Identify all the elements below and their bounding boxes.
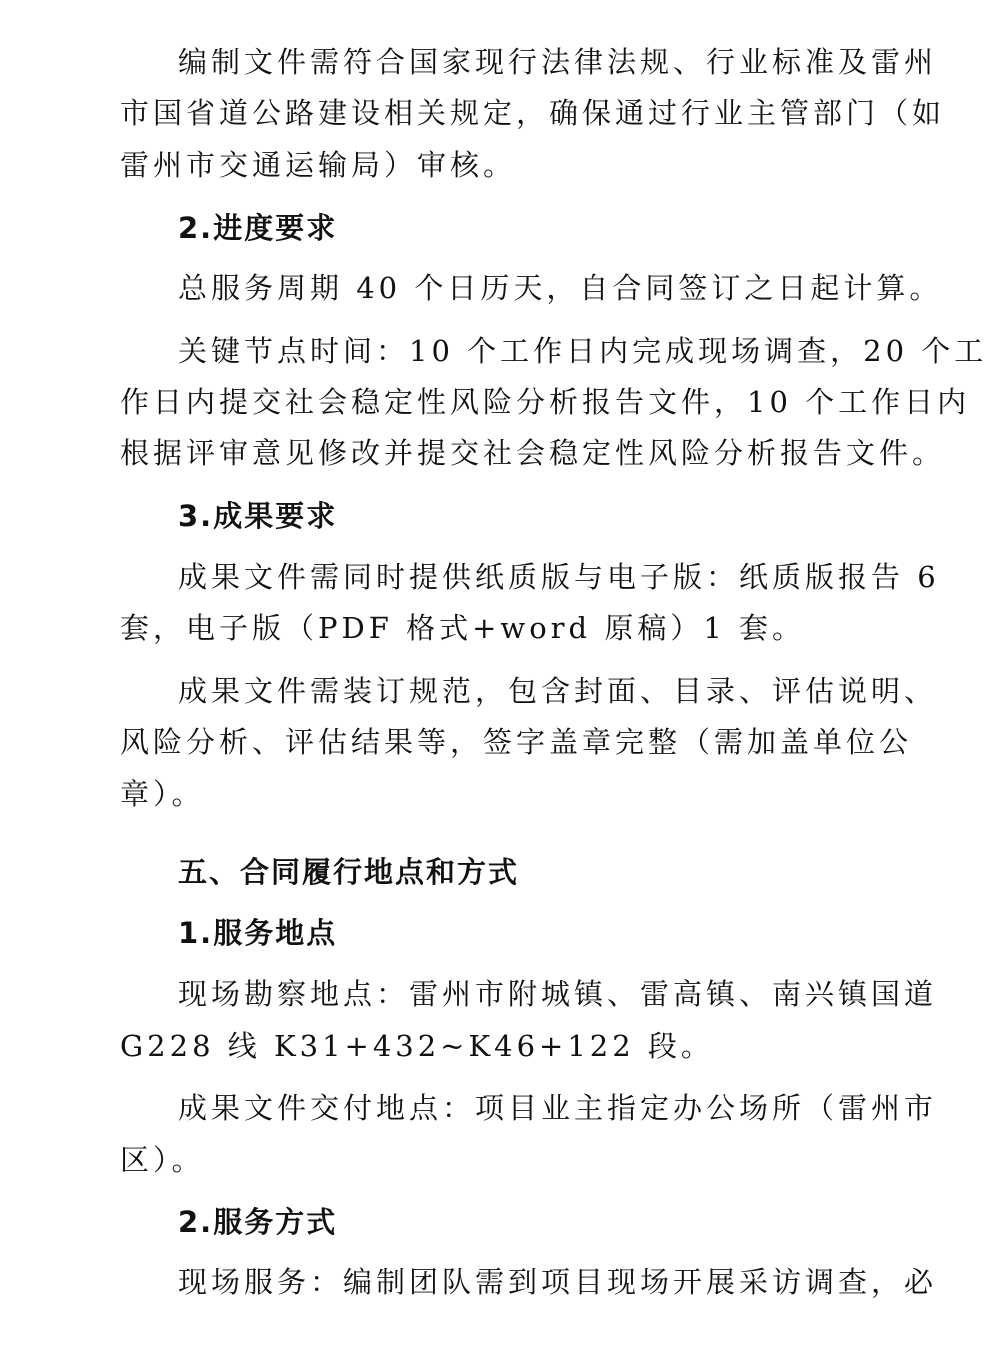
paragraph-milestones-line-1: 关键节点时间：10 个工作日内完成现场调查，20 个工 — [178, 334, 988, 368]
paragraph-binding-line-3: 章）。 — [120, 777, 205, 811]
paragraph-onsite-service: 现场服务：编制团队需到项目现场开展采访调查，必 — [178, 1265, 938, 1299]
paragraph-delivery-location-line-2: 区）。 — [120, 1143, 205, 1177]
paragraph-compliance-line-1: 编制文件需符合国家现行法律法规、行业标准及雷州 — [178, 45, 938, 79]
paragraph-delivery-location-line-1: 成果文件交付地点：项目业主指定办公场所（雷州市 — [178, 1091, 938, 1125]
paragraph-site-location-line-1: 现场勘察地点：雷州市附城镇、雷高镇、南兴镇国道 — [178, 977, 938, 1011]
paragraph-service-period: 总服务周期 40 个日历天，自合同签订之日起计算。 — [178, 271, 943, 305]
section-heading-contract-performance: 五、合同履行地点和方式 — [178, 855, 520, 889]
paragraph-deliverable-format-line-1: 成果文件需同时提供纸质版与电子版：纸质版报告 6 — [178, 560, 940, 594]
paragraph-deliverable-format-line-2: 套，电子版（PDF 格式+word 原稿）1 套。 — [120, 611, 805, 645]
paragraph-compliance-line-2: 市国省道公路建设相关规定，确保通过行业主管部门（如 — [120, 96, 946, 130]
paragraph-compliance-line-3: 雷州市交通运输局）审核。 — [120, 148, 517, 182]
heading-deliverable-requirements: 3.成果要求 — [178, 499, 338, 533]
paragraph-milestones-line-2: 作日内提交社会稳定性风险分析报告文件，10 个工作日内 — [120, 385, 971, 419]
heading-schedule-requirements: 2.进度要求 — [178, 211, 338, 245]
heading-service-location: 1.服务地点 — [178, 916, 338, 950]
heading-service-method: 2.服务方式 — [178, 1205, 338, 1239]
paragraph-site-location-line-2: G228 线 K31+432~K46+122 段。 — [120, 1029, 714, 1063]
paragraph-binding-line-1: 成果文件需装订规范，包含封面、目录、评估说明、 — [178, 674, 938, 708]
paragraph-milestones-line-3: 根据评审意见修改并提交社会稳定性风险分析报告文件。 — [120, 436, 946, 470]
paragraph-binding-line-2: 风险分析、评估结果等，签字盖章完整（需加盖单位公 — [120, 725, 913, 759]
